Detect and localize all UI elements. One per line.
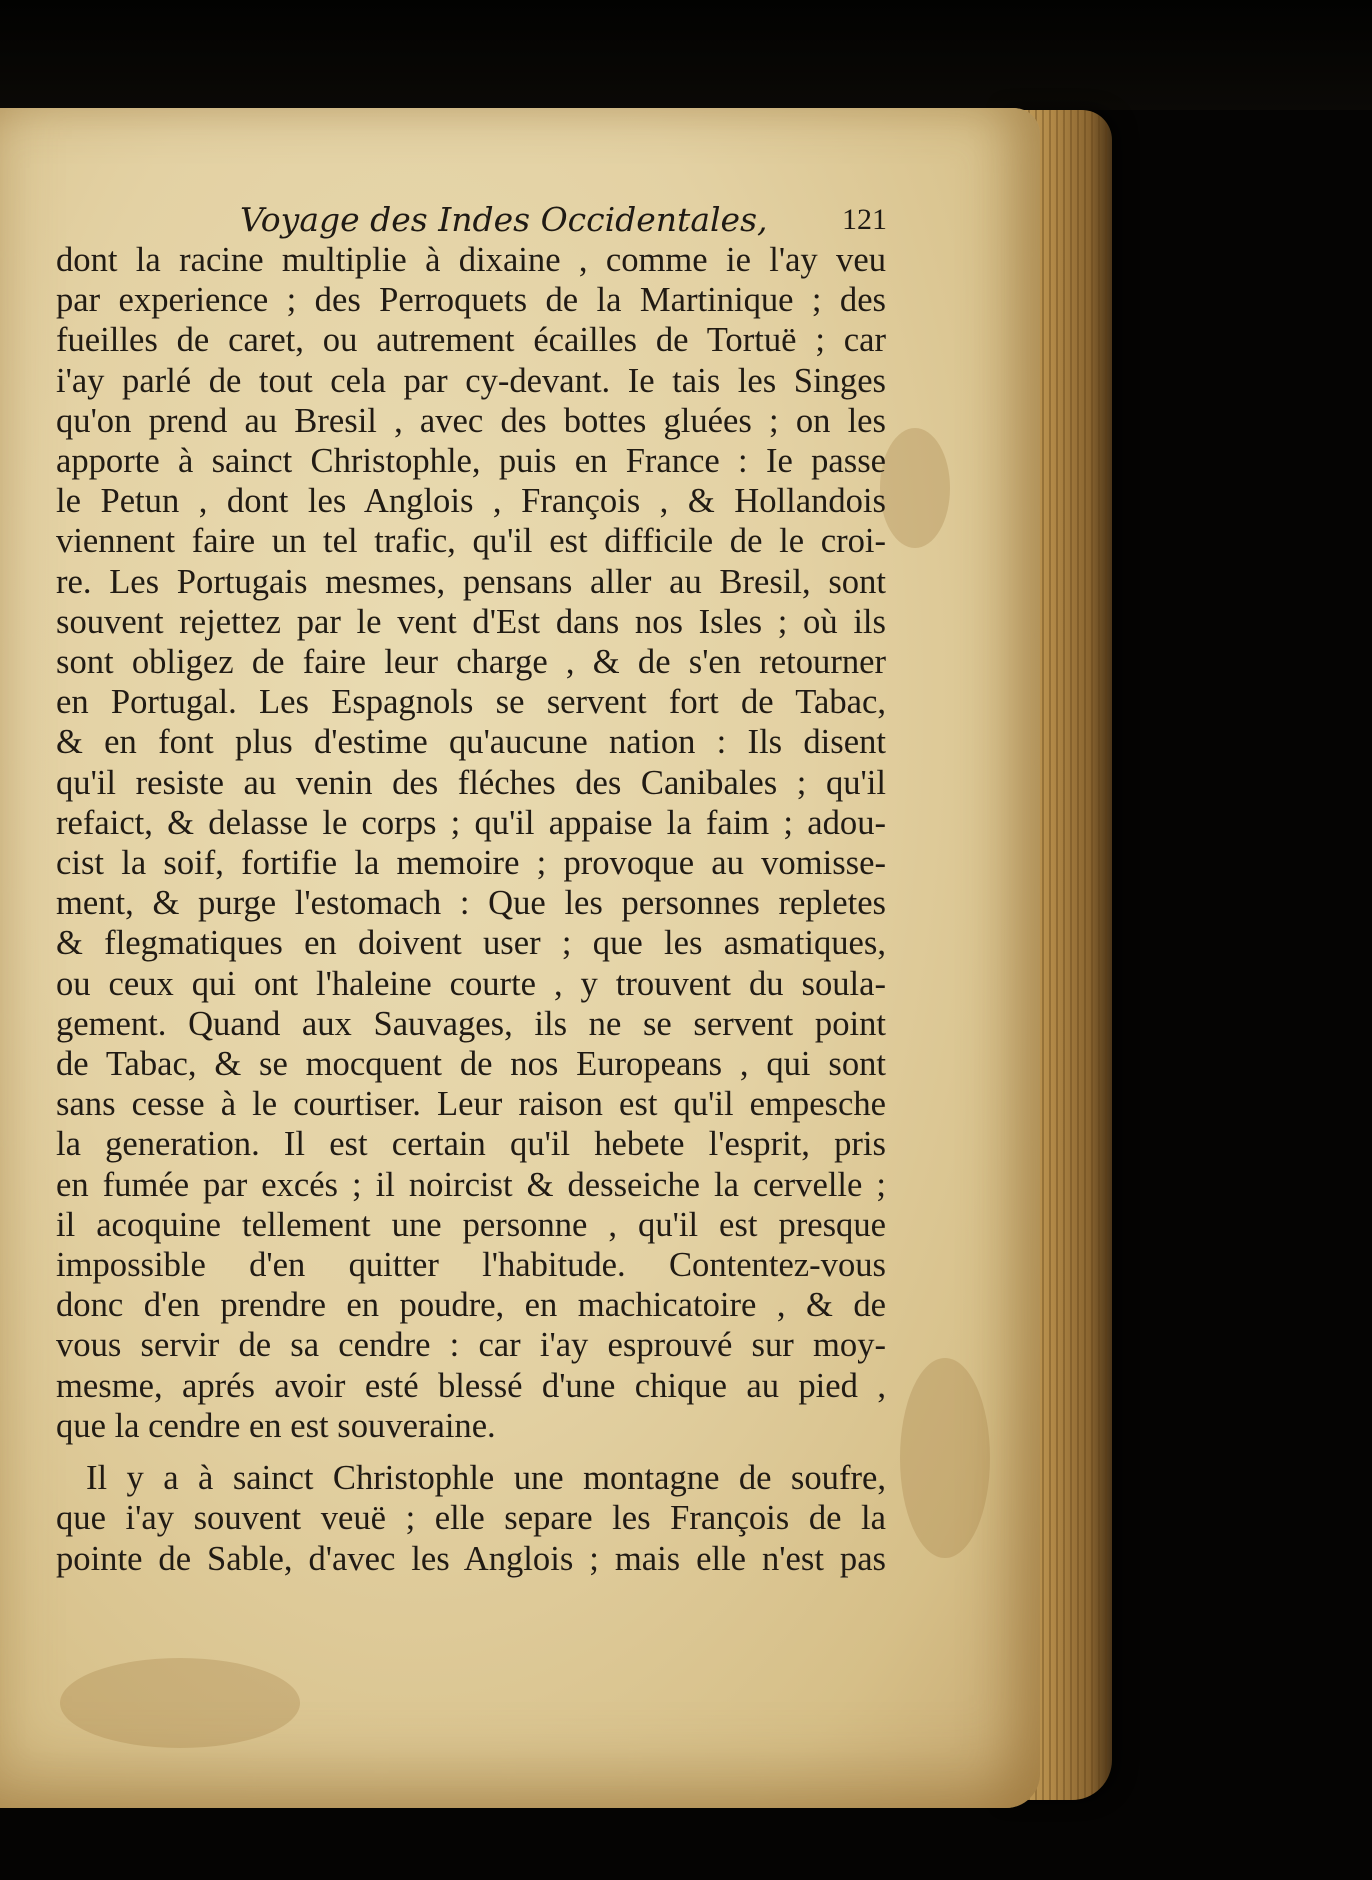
text-line: viennent faire un tel trafic, qu'il est difficile de le croi- [56,522,886,561]
text-line: i'ay parlé de tout cela par cy-devant. Ie tais les Singes [56,361,886,400]
scan-background [0,0,1372,110]
text-line: que la cendre en est souveraine. [56,1406,496,1445]
text-line: gement. Quand aux Sauvages, ils ne se servent point [56,1004,886,1043]
text-line: re. Les Portugais mesmes, pensans aller au Bresil, sont [56,562,886,601]
running-head: Voyage des Indes Occidentales, [240,200,768,239]
text-line: souvent rejettez par le vent d'Est dans nos Isles ; où ils [56,602,886,641]
text-line: & flegmatiques en doivent user ; que les asmatiques, [56,924,886,963]
text-line: & en font plus d'estime qu'aucune nation : Ils disent [56,723,886,762]
text-line: en fumée par excés ; il noircist & desseiche la cervelle ; [56,1165,886,1204]
text-line: ou ceux qui ont l'haleine courte , y trouvent du soula- [56,964,886,1003]
text-line: refaict, & delasse le corps ; qu'il appaise la faim ; adou- [56,803,886,842]
text-line: que i'ay souvent veuë ; elle separe les François de la [56,1499,886,1538]
text-line: cist la soif, fortifie la memoire ; provoque au vomisse- [56,844,886,883]
text-line: dont la racine multiplie à dixaine , comme ie l'ay veu [56,241,886,279]
foxing-stain [880,428,950,548]
body-text [56,240,886,1579]
text-line: la generation. Il est certain qu'il hebete l'esprit, pris [56,1125,886,1164]
text-line: de Tabac, & se mocquent de nos Europeans , qui sont [56,1045,886,1084]
text-line: donc d'en prendre en poudre, en machicatoire , & de [56,1286,886,1325]
text-line: impossible d'en quitter l'habitude. Contentez-vous [56,1246,886,1285]
foxing-stain [900,1358,990,1558]
foxing-stain [60,1658,300,1748]
text-line: fueilles de caret, ou autrement écailles de Tortuë ; car [56,321,886,360]
paragraph-gap [56,1446,886,1458]
text-line: ment, & purge l'estomach : Que les personnes repletes [56,884,886,923]
text-line: qu'il resiste au venin des fléches des Canibales ; qu'il [56,763,886,802]
text-line: Il y a à sainct Christophle une montagne de soufre, [86,1459,886,1498]
text-line: le Petun , dont les Anglois , François , & Hollandois [56,482,886,521]
text-line: pointe de Sable, d'avec les Anglois ; mais elle n'est pas [56,1539,886,1578]
page-number: 121 [842,203,887,236]
text-line: sans cesse à le courtiser. Leur raison est qu'il empesche [56,1085,886,1124]
text-line: qu'on prend au Bresil , avec des bottes gluées ; on les [56,401,886,440]
text-line: mesme, aprés avoir esté blessé d'une chique au pied , [56,1366,886,1405]
text-line: apporte à sainct Christophle, puis en France : Ie passe [56,442,886,481]
text-line: par experience ; des Perroquets de la Martinique ; des [56,281,886,320]
text-line: en Portugal. Les Espagnols se servent fort de Tabac, [56,683,886,722]
text-line: il acoquine tellement une personne , qu'il est presque [56,1205,886,1244]
text-line: vous servir de sa cendre : car i'ay esprouvé sur moy- [56,1326,886,1365]
text-line: sont obligez de faire leur charge , & de s'en retourner [56,643,886,682]
